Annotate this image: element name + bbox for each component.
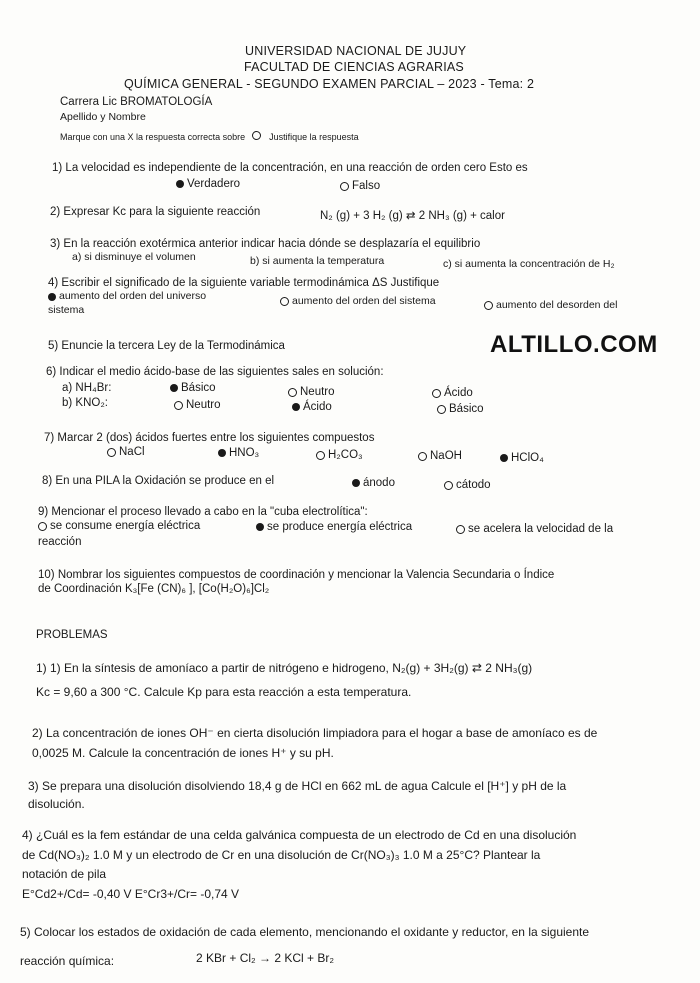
q3-option-c: c) si aumenta la concentración de H₂: [443, 258, 615, 270]
empty-circle-icon: [437, 405, 446, 414]
q6-b-option-acid[interactable]: [292, 400, 332, 414]
problem-2-line-1: 2) La concentración de iones OH⁻ en cierta disolución limpiadora para el hogar a base de amoníaco es de: [32, 726, 598, 740]
filled-circle-icon: [292, 403, 300, 411]
q7-option-hno3-label: HNO₃: [229, 447, 260, 459]
empty-circle-icon: [340, 182, 349, 191]
q7-option-naoh[interactable]: [418, 449, 462, 463]
q6-a-option-basic[interactable]: [170, 381, 216, 395]
empty-circle-icon: [432, 389, 441, 398]
q7-option-hno3[interactable]: [218, 446, 259, 460]
q7-option-nacl-label: NaCl: [119, 446, 145, 458]
q4-option-3-continued: sistema: [48, 304, 85, 316]
problem-1-line-2: Kc = 9,60 a 300 °C. Calcule Kp para esta reacción a esta temperatura.: [36, 685, 412, 699]
filled-circle-icon: [500, 454, 508, 462]
problem-4-line-3: notación de pila: [22, 867, 107, 881]
q6-a-option-acid-label: Ácido: [444, 387, 473, 399]
filled-circle-icon: [48, 293, 56, 301]
empty-circle-icon: [280, 297, 289, 306]
question-2: 2) Expresar Kc para la siguiente reacción: [50, 206, 261, 218]
q7-option-nacl[interactable]: [107, 445, 145, 459]
q9-option-3[interactable]: [456, 522, 613, 536]
question-6: 6) Indicar el medio ácido-base de las siguientes sales en solución:: [46, 366, 384, 378]
question-1: 1) La velocidad es independiente de la concentración, en una reacción de orden cero Esto es: [52, 162, 528, 174]
filled-circle-icon: [218, 449, 226, 457]
empty-circle-icon: [107, 448, 116, 457]
question-7: 7) Marcar 2 (dos) ácidos fuertes entre los siguientes compuestos: [44, 432, 375, 444]
question-4: 4) Escribir el significado de la siguiente variable termodinámica ΔS Justifique: [48, 277, 440, 289]
q9-option-2[interactable]: [256, 520, 412, 534]
problem-5-line-2: reacción química:: [20, 954, 115, 968]
q6-b-option-neutral[interactable]: [174, 398, 221, 412]
watermark-logo: ALTILLO.COM: [490, 331, 658, 358]
q7-option-hclo4[interactable]: [500, 451, 544, 465]
problem-1-line-1: 1) 1) En la síntesis de amoníaco a partir de nitrógeno e hidrogeno, N₂(g) + 3H₂(g) ⇄ 2 NH₃(g): [36, 661, 533, 675]
q6-salt-b: b) KNO₂:: [62, 397, 108, 409]
empty-circle-icon: [456, 525, 465, 534]
option-circle-icon: [252, 131, 261, 140]
university-name: UNIVERSIDAD NACIONAL DE JUJUY: [245, 44, 467, 58]
empty-circle-icon: [316, 451, 325, 460]
q6-b-option-acid-label: Ácido: [303, 401, 332, 413]
problem-3-line-1: 3) Se prepara una disolución disolviendo 18,4 g de HCl en 662 mL de agua Calcule el [H⁺] y pH de la: [28, 779, 567, 793]
q6-a-option-acid[interactable]: [432, 386, 473, 400]
instructions: [60, 131, 359, 143]
q4-option-2-label: aumento del orden del sistema: [292, 295, 436, 307]
instructions-text: Marque con una X la respuesta correcta sobre: [60, 132, 246, 142]
q6-b-option-basic-label: Básico: [449, 403, 484, 415]
problem-5-line-1: 5) Colocar los estados de oxidación de cada elemento, mencionando el oxidante y reductor, en la siguiente: [20, 925, 590, 939]
empty-circle-icon: [484, 301, 493, 310]
filled-circle-icon: [256, 523, 264, 531]
q9-option-1[interactable]: [38, 519, 200, 533]
question-5: 5) Enuncie la tercera Ley de la Termodinámica: [48, 340, 285, 352]
q4-option-1-label: aumento del orden del universo: [59, 290, 207, 302]
q8-option-anode[interactable]: [352, 476, 395, 490]
q7-option-h2co3-label: H₂CO₃: [328, 449, 363, 461]
q2-equation: N₂ (g) + 3 H₂ (g) ⇄ 2 NH₃ (g) + calor: [320, 210, 505, 222]
q8-option-cathode[interactable]: [444, 478, 491, 492]
q9-option-1-label: se consume energía eléctrica: [50, 520, 201, 532]
empty-circle-icon: [288, 388, 297, 397]
problem-2-line-2: 0,0025 M. Calcule la concentración de iones H⁺ y su pH.: [32, 746, 334, 760]
problem-3-line-2: disolución.: [28, 797, 85, 811]
q9-option-3-label: se acelera la velocidad de la: [468, 523, 614, 535]
empty-circle-icon: [444, 481, 453, 490]
filled-circle-icon: [176, 180, 184, 188]
q6-salt-a: a) NH₄Br:: [62, 382, 112, 394]
problem-5-equation: 2 KBr + Cl₂ → 2 KCl + Br₂: [196, 951, 335, 965]
q6-a-option-basic-label: Básico: [181, 382, 216, 394]
q6-b-option-neutral-label: Neutro: [186, 399, 221, 411]
question-10-compounds: de Coordinación K₃[Fe (CN)₆ ], [Co(H₂O)₆]Cl₂: [38, 583, 270, 595]
q8-option-cathode-label: cátodo: [456, 479, 491, 491]
q6-a-option-neutral[interactable]: [288, 385, 335, 399]
q1-option-false-label: Falso: [352, 180, 381, 192]
question-10: 10) Nombrar los siguientes compuestos de coordinación y mencionar la Valencia Secundaria o Índice: [38, 569, 555, 581]
q1-option-false[interactable]: [340, 179, 380, 193]
empty-circle-icon: [174, 401, 183, 410]
q6-b-option-basic[interactable]: [437, 402, 484, 416]
empty-circle-icon: [38, 522, 47, 531]
q1-option-true-label: Verdadero: [187, 178, 241, 190]
instructions-justify: Justifique la respuesta: [269, 132, 359, 142]
q4-option-3[interactable]: [484, 299, 617, 312]
q3-option-b: b) si aumenta la temperatura: [250, 255, 385, 267]
q3-option-a: a) si disminuye el volumen: [72, 251, 196, 263]
exam-title: QUÍMICA GENERAL - SEGUNDO EXAMEN PARCIAL – 2023 - Tema: 2: [124, 77, 535, 91]
q4-option-1[interactable]: [48, 290, 206, 303]
problem-4-potentials: E°Cd2+/Cd= -0,40 V E°Cr3+/Cr= -0,74 V: [22, 887, 240, 901]
filled-circle-icon: [352, 479, 360, 487]
q1-option-true[interactable]: [176, 177, 240, 191]
q8-option-anode-label: ánodo: [363, 477, 395, 489]
question-3: 3) En la reacción exotérmica anterior indicar hacia dónde se desplazaría el equilibrio: [50, 238, 481, 250]
q9-option-2-label: se produce energía eléctrica: [267, 521, 413, 533]
q4-option-2[interactable]: [280, 295, 436, 308]
problem-4-line-2: de Cd(NO₃)₂ 1.0 M y un electrodo de Cr en una disolución de Cr(NO₃)₃ 1.0 M a 25°C? Plantear la: [22, 848, 541, 862]
q6-a-option-neutral-label: Neutro: [300, 386, 335, 398]
q7-option-hclo4-label: HClO₄: [511, 452, 544, 464]
question-8: 8) En una PILA la Oxidación se produce en el: [42, 475, 275, 487]
career-line: Carrera Lic BROMATOLOGÍA: [60, 96, 213, 108]
faculty-name: FACULTAD DE CIENCIAS AGRARIAS: [244, 60, 464, 74]
problems-title: PROBLEMAS: [36, 629, 108, 641]
q9-option-3-continued: reacción: [38, 536, 82, 548]
empty-circle-icon: [418, 452, 427, 461]
q4-option-3-label: aumento del desorden del: [496, 299, 618, 311]
name-label: Apellido y Nombre: [60, 111, 146, 123]
question-9: 9) Mencionar el proceso llevado a cabo en la "cuba electrolítica":: [38, 506, 368, 518]
q7-option-naoh-label: NaOH: [430, 450, 462, 462]
problem-4-line-1: 4) ¿Cuál es la fem estándar de una celda galvánica compuesta de un electrodo de Cd en una disolución: [22, 828, 577, 842]
q7-option-h2co3[interactable]: [316, 448, 363, 462]
filled-circle-icon: [170, 384, 178, 392]
